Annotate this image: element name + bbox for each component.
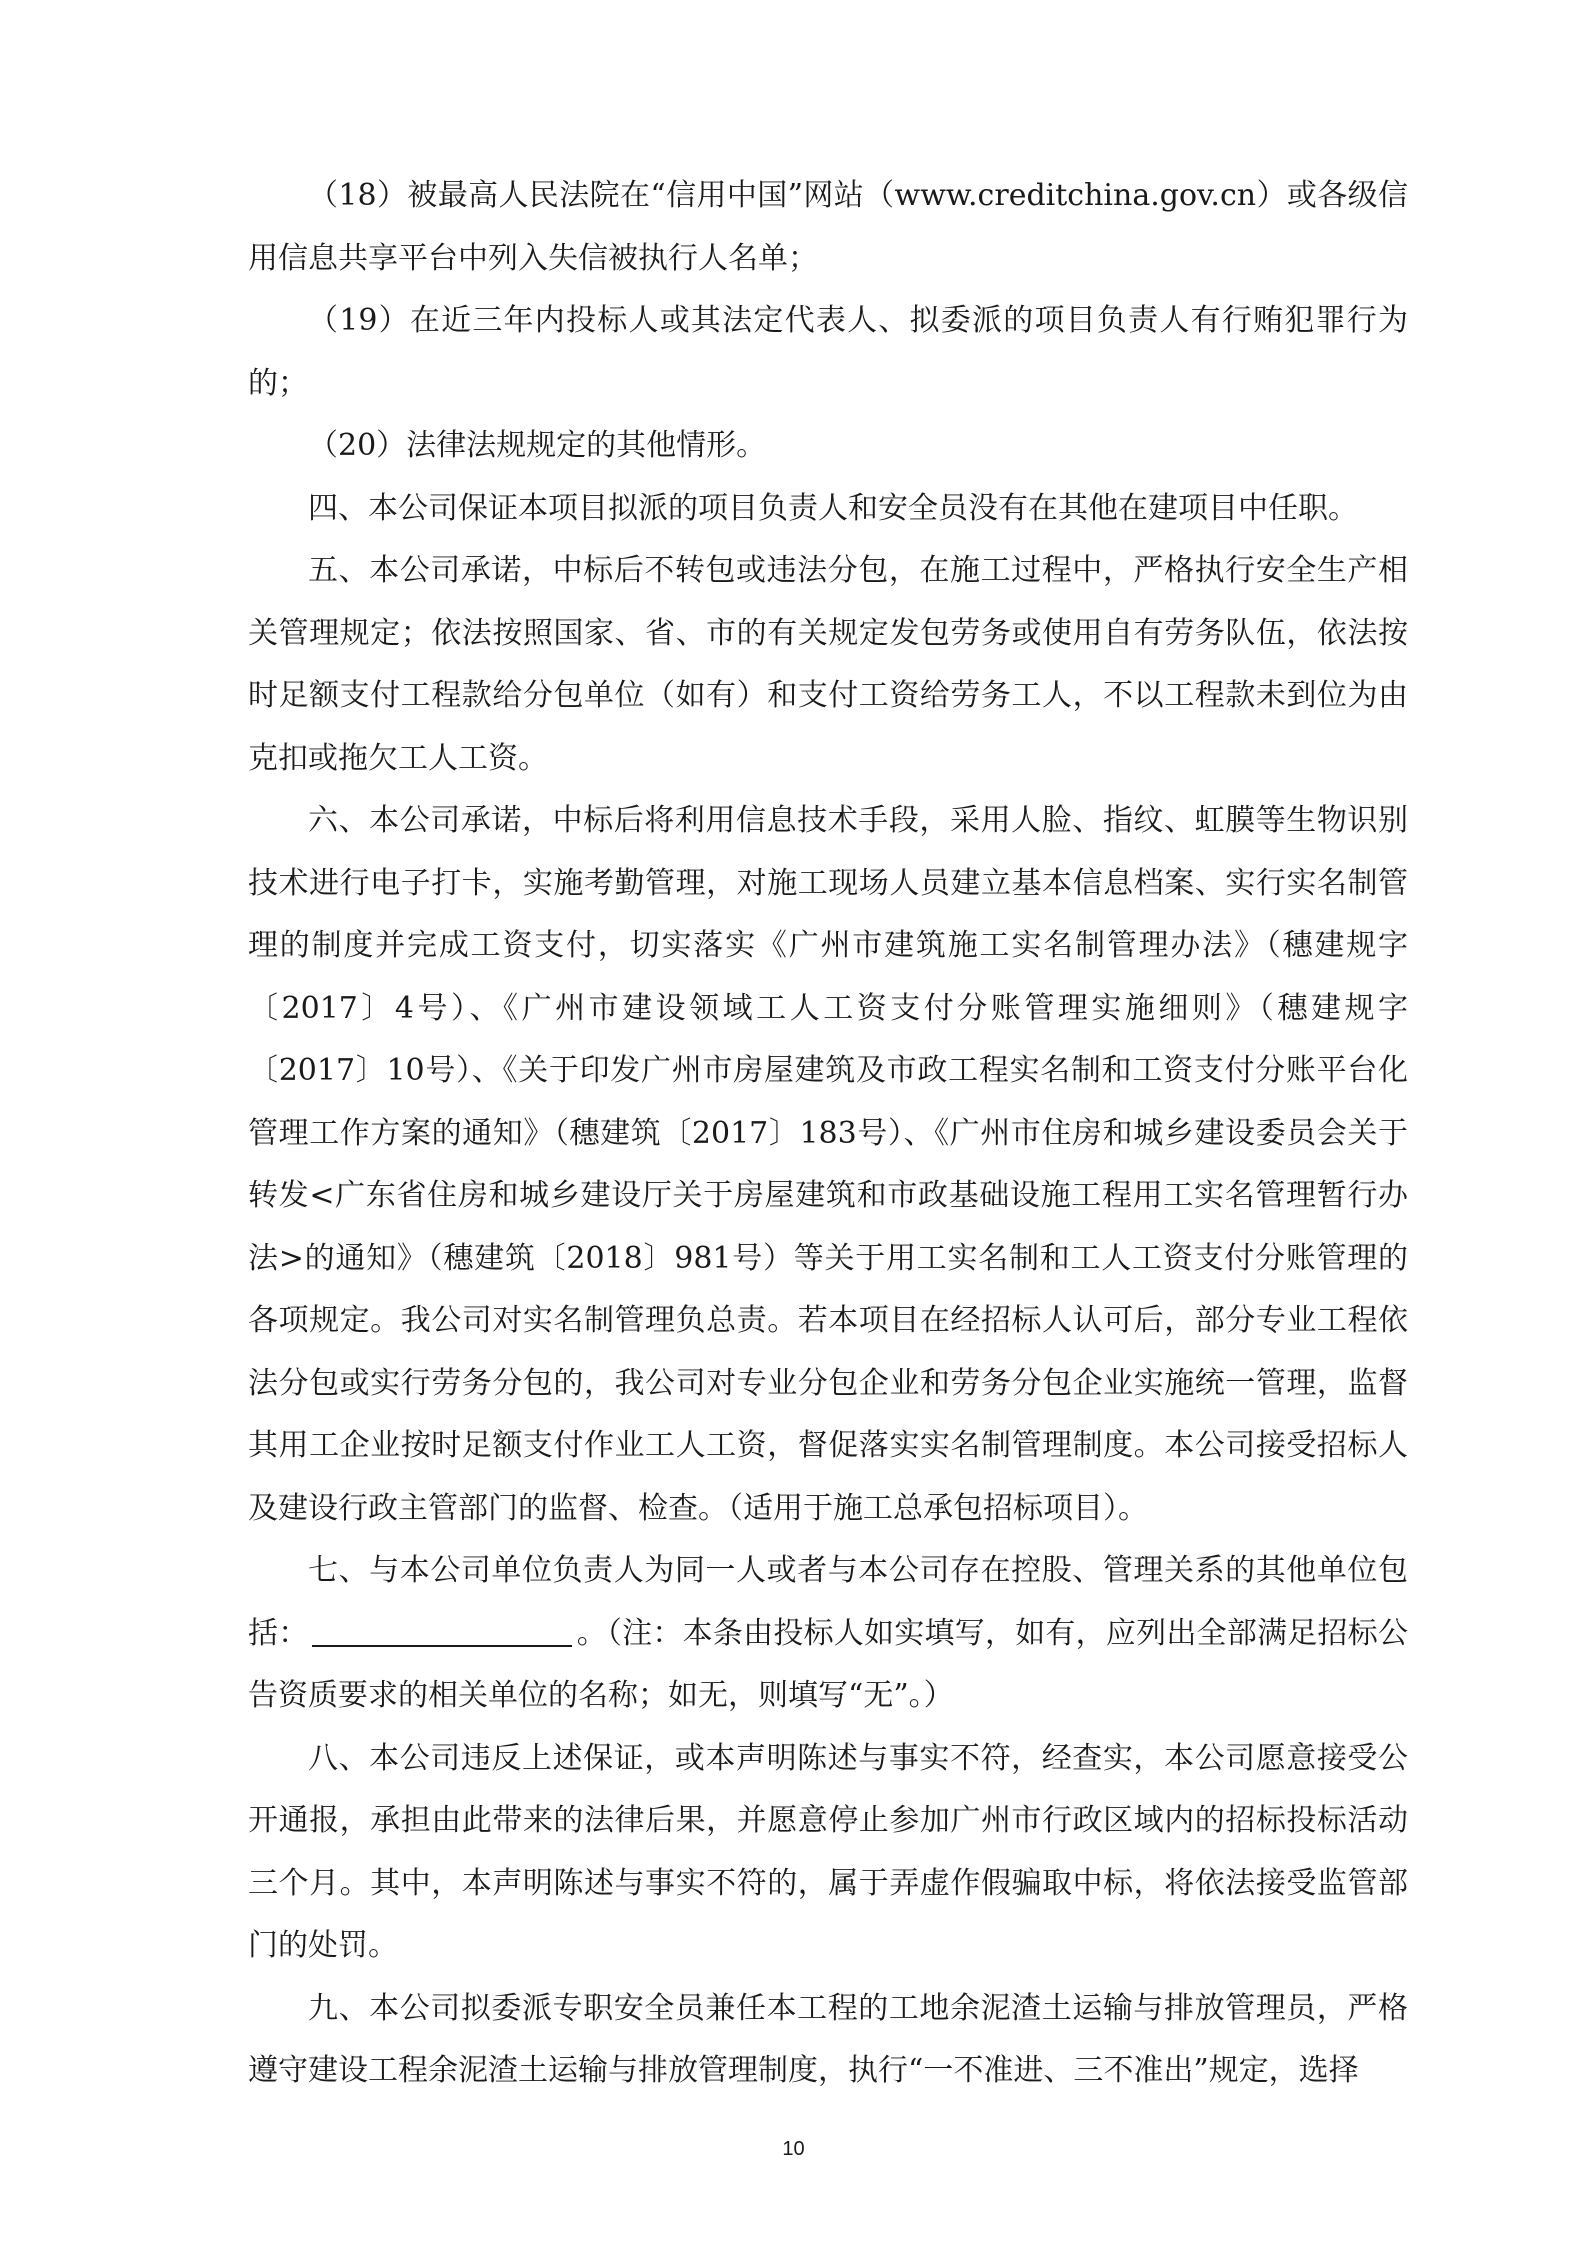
paragraph-item-20: （20）法律法规规定的其他情形。 bbox=[308, 428, 767, 463]
section-7-text-after: 。（注：本条由投标人如实填写，如有，应列出全部满足招标公告资质要求的相关单位的名称；如无，则填写“无”。） bbox=[248, 1615, 1409, 1713]
paragraph-section-9: 九、本公司拟委派专职安全员兼任本工程的工地余泥渣土运输与排放管理员，严格遵守建设工程余泥渣土运输与排放管理制度，执行“一不准进、三不准出”规定，选择 bbox=[248, 1990, 1408, 2088]
paragraph-item-19: （19）在近三年内投标人或其法定代表人、拟委派的项目负责人有行贿犯罪行为的； bbox=[248, 303, 1408, 401]
paragraph-section-8: 八、本公司违反上述保证，或本声明陈述与事实不符，经查实，本公司愿意接受公开通报，承担由此带来的法律后果，并愿意停止参加广州市行政区域内的招标投标活动三个月。其中，本声明陈述与事实不符的，属于弄虚作假骗取中标，将依法接受监管部门的处罚。 bbox=[248, 1740, 1408, 1963]
paragraph-item-18: （18）被最高人民法院在“信用中国”网站（www.creditchina.gov.cn）或各级信用信息共享平台中列入失信被执行人名单； bbox=[248, 178, 1408, 276]
paragraph-section-7 bbox=[248, 1540, 1408, 1728]
fill-in-blank-line bbox=[312, 1615, 572, 1647]
page-number: 10 bbox=[782, 2138, 805, 2160]
paragraph-section-6: 六、本公司承诺，中标后将利用信息技术手段，采用人脸、指纹、虹膜等生物识别技术进行电子打卡，实施考勤管理，对施工现场人员建立基本信息档案、实行实名制管理的制度并完成工资支付，切实落实《广州市建筑施工实名制管理办法》（穗建规字〔2017〕4号）、《广州市建设领域工人工资支付分账管理实施细则》（穗建规字〔2017〕10号）、《关于印发广州市房屋建筑及市政工程实名制和工资支付分账平台化管理工作方案的通知》（穗建筑〔2017〕183号）、《广州市住房和城乡建设委员会关于转发<广东省住房和城乡建设厅关于房屋建筑和市政基础设施工程用工实名管理暂行办法>的通知》（穗建筑〔2018〕981号）等关于用工实名制和工人工资支付分账管理的各项规定。我公司对实名制管理负总责。若本项目在经招标人认可后，部分专业工程依法分包或实行劳务分包的，我公司对专业分包企业和劳务分包企业实施统一管理，监督其用工企业按时足额支付作业工人工资，督促落实实名制管理制度。本公司接受招标人及建设行政主管部门的监督、检查。（适用于施工总承包招标项目）。 bbox=[248, 803, 1408, 1526]
section-7-text-before: 七、与本公司单位负责人为同一人或者与本公司存在控股、管理关系的其他单位包括： bbox=[248, 1553, 1408, 1651]
document-body bbox=[248, 165, 1408, 2103]
paragraph-section-4: 四、本公司保证本项目拟派的项目负责人和安全员没有在其他在建项目中任职。 bbox=[308, 490, 1358, 526]
paragraph-section-5: 五、本公司承诺，中标后不转包或违法分包，在施工过程中，严格执行安全生产相关管理规定；依法按照国家、省、市的有关规定发包劳务或使用自有劳务队伍，依法按时足额支付工程款给分包单位（如有）和支付工资给劳务工人，不以工程款未到位为由克扣或拖欠工人工资。 bbox=[248, 553, 1408, 776]
